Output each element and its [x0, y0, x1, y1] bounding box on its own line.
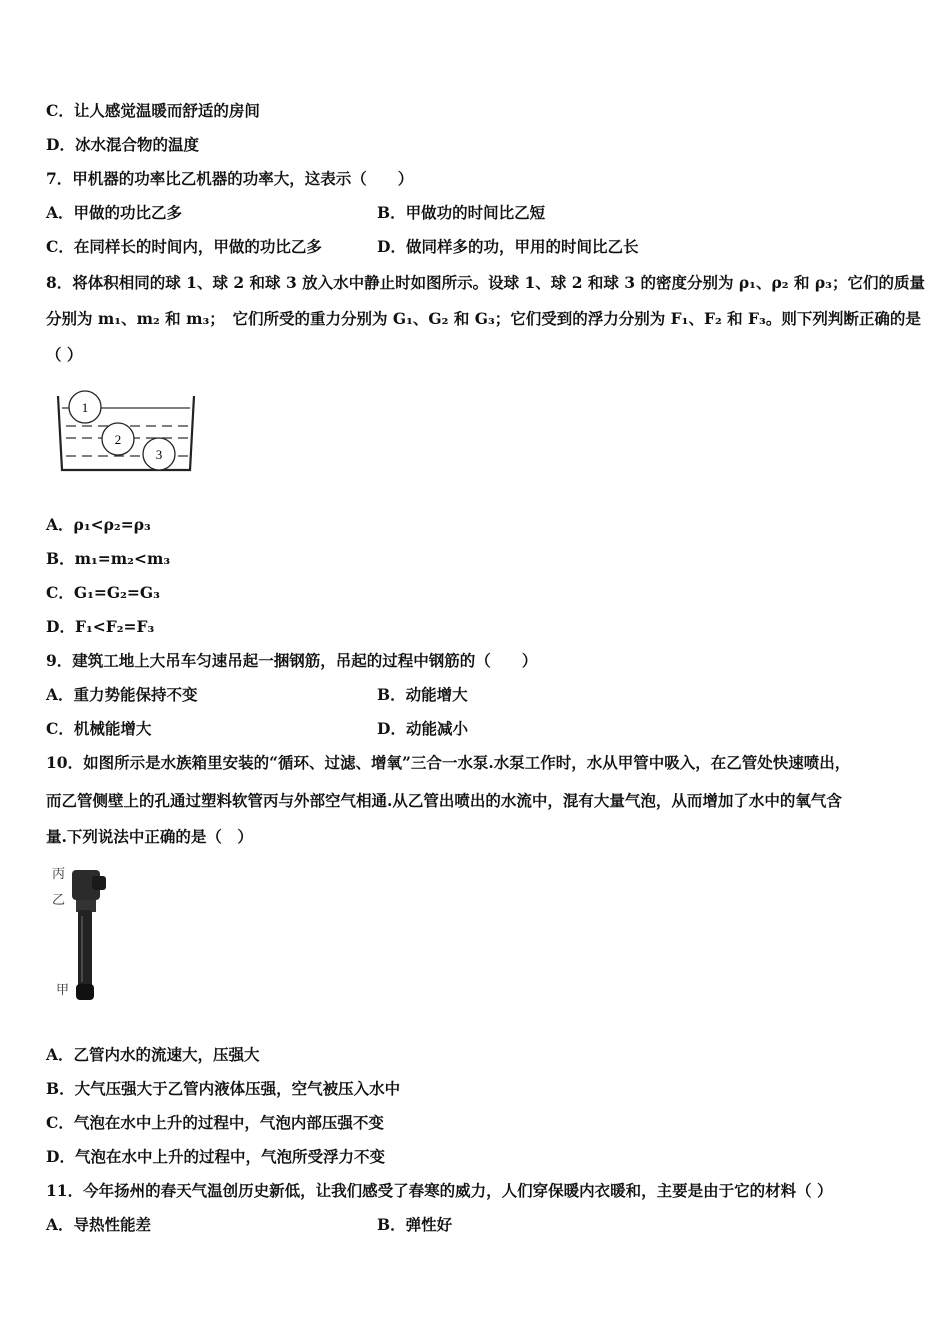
ball-2-label: 2 [114, 432, 122, 447]
q10-option-b: B．大气压强大于乙管内液体压强，空气被压入水中 [46, 1079, 401, 1098]
q10-option-d: D．气泡在水中上升的过程中，气泡所受浮力不变 [46, 1147, 385, 1166]
q10-stem-line2: 而乙管侧壁上的孔通过塑料软管丙与外部空气相通.从乙管出喷出的水流中，混有大量气泡，从而增加了水中的氧气含 [46, 791, 842, 810]
q7-stem: 7．甲机器的功率比乙机器的功率大，这表示（ ） [46, 169, 414, 188]
pump-tube [78, 910, 92, 988]
q8-option-b: B．m₁=m₂<m₃ [46, 549, 171, 568]
q8-stem-line2: 分别为 m₁、m₂ 和 m₃； 它们所受的重力分别为 G₁、G₂ 和 G₃；它们受到的浮力分别为 F₁、F₂ 和 F₃。则下列判断正确的是 [46, 309, 921, 328]
q7-option-c: C．在同样长的时间内，甲做的功比乙多 [46, 237, 322, 256]
q8-option-d: D．F₁<F₂=F₃ [46, 617, 155, 636]
q6-option-c: C．让人感觉温暖而舒适的房间 [46, 101, 260, 120]
q10-water-pump-figure [48, 860, 118, 1010]
pump-intake [76, 984, 94, 1000]
label-jia: 甲 [56, 983, 70, 998]
q7-option-d: D．做同样多的功，甲用的时间比乙长 [377, 237, 639, 256]
ball-1-label: 1 [81, 400, 89, 415]
q11-option-a: A．导热性能差 [46, 1215, 152, 1234]
label-yi: 乙 [52, 893, 66, 908]
q10-stem-line1: 10．如图所示是水族箱里安装的“循环、过滤、增氧”三合一水泵.水泵工作时，水从甲管中吸入，在乙管处快速喷出， [46, 753, 851, 772]
q8-balls-in-water-figure [52, 380, 202, 476]
q9-option-b: B．动能增大 [377, 685, 468, 704]
q8-option-c: C．G₁=G₂=G₃ [46, 583, 160, 602]
q8-stem-line3: （ ） [46, 345, 83, 364]
q10-stem-line3: 量.下列说法中正确的是（ ） [46, 827, 253, 846]
q11-stem: 11．今年扬州的春天气温创历史新低，让我们感受了春寒的威力，人们穿保暖内衣暖和，主要是由于它的材料（ ） [46, 1181, 833, 1200]
q10-option-a: A．乙管内水的流速大，压强大 [46, 1045, 260, 1064]
q9-stem: 9．建筑工地上大吊车匀速吊起一捆钢筋，吊起的过程中钢筋的（ ） [46, 651, 538, 670]
q9-option-c: C．机械能增大 [46, 719, 152, 738]
q8-option-a: A．ρ₁<ρ₂=ρ₃ [46, 515, 151, 534]
q7-option-a: A．甲做的功比乙多 [46, 203, 183, 222]
q8-stem-line1: 8．将体积相同的球 1、球 2 和球 3 放入水中静止时如图所示。设球 1、球 2 和球 3 的密度分别为 ρ₁、ρ₂ 和 ρ₃；它们的质量 [46, 273, 925, 292]
q9-option-d: D．动能减小 [377, 719, 468, 738]
label-bing: 丙 [52, 867, 66, 882]
q10-option-c: C．气泡在水中上升的过程中，气泡内部压强不变 [46, 1113, 384, 1132]
q11-option-b: B．弹性好 [377, 1215, 453, 1234]
q6-option-d: D．冰水混合物的温度 [46, 135, 199, 154]
pump-outlet [92, 876, 106, 890]
ball-3-label: 3 [155, 447, 163, 462]
q7-option-b: B．甲做功的时间比乙短 [377, 203, 546, 222]
q9-option-a: A．重力势能保持不变 [46, 685, 198, 704]
